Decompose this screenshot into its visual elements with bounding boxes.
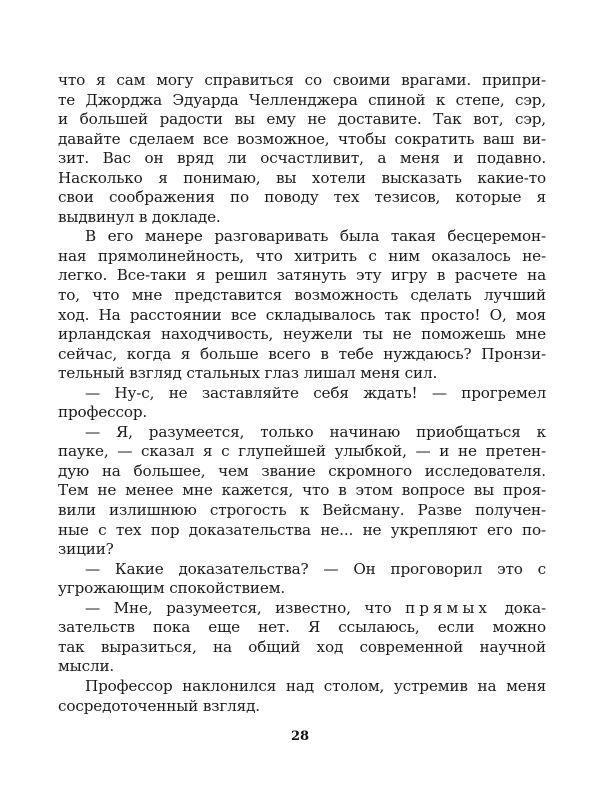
text-line: так выразиться, на общий ход современной научной [58, 637, 546, 656]
emphasized-word: прямых [405, 598, 491, 617]
text-line: ход. На расстоянии все складывалось так просто! О, моя [58, 305, 546, 324]
text-line: ные с тех пор доказательства не... не укрепляют его по- [58, 520, 546, 539]
text-line: Насколько я понимаю, вы хотели высказать какие-то [58, 168, 546, 187]
text-line: тельный взгляд стальных глаз лишал меня сил. [58, 364, 438, 383]
text-line: — Мне, разумеется, известно, что прямых дока- [85, 598, 546, 617]
text-line: свои соображения по поводу тех тезисов, которые я [58, 188, 546, 207]
paragraph [58, 560, 546, 599]
paragraph [58, 227, 546, 383]
text-line: — Какие доказательства? — Он проговорил это с [85, 559, 546, 578]
text-line: профессор. [58, 403, 148, 422]
text-line: вили излишнюю строгость к Вейсману. Разве получен- [58, 501, 546, 520]
text-line: — Я, разумеется, только начинаю приобщаться к [85, 422, 546, 441]
text-line: легко. Все-таки я решил затянуть эту игру в расчете на [58, 266, 546, 285]
text-line: выдвинул в докладе. [58, 207, 221, 226]
text-line: мысли. [58, 657, 115, 676]
text-line: дую на большее, чем звание скромного исследователя. [58, 461, 546, 480]
text-line: давайте сделаем все возможное, чтобы сократить ваш ви- [58, 129, 546, 148]
page-number: 28 [290, 729, 310, 744]
paragraph [58, 599, 546, 677]
text-line: зит. Вас он вряд ли осчастливит, а меня и подавно. [58, 149, 546, 168]
paragraph [58, 384, 546, 423]
body-text [58, 71, 546, 716]
text-line: сосредоточенный взгляд. [58, 696, 260, 715]
text-line: то, что мне представится возможность сделать лучший [58, 286, 546, 305]
paragraph [58, 423, 546, 560]
text-line: сейчас, когда я больше всего в тебе нуждаюсь? Пронзи- [58, 344, 546, 363]
text-line: угрожающим спокойствием. [58, 579, 286, 598]
paragraph [58, 71, 546, 227]
text-line: Профессор наклонился над столом, устремив на меня [85, 676, 546, 695]
text-line: Тем не менее мне кажется, что в этом вопросе вы проя- [58, 481, 546, 500]
paragraph [58, 677, 546, 716]
text-line: те Джорджа Эдуарда Челленджера спиной к степе, сэр, [58, 90, 546, 109]
text-line: — Ну-с, не заставляйте себя ждать! — прогремел [85, 383, 546, 402]
text-line: и большей радости вы ему не доставите. Так вот, сэр, [58, 110, 546, 129]
text-line: ная прямолинейность, что хитрить с ним оказалось не- [58, 246, 546, 265]
text-line: пауке, — сказал я с глупейшей улыбкой, — и не претен- [58, 442, 546, 461]
text-line: В его манере разговаривать была такая бесцеремон- [85, 227, 546, 246]
text-line: что я сам могу справиться со своими врагами. припри- [58, 71, 546, 89]
text-line: зательств пока еще нет. Я ссылаюсь, если можно [58, 618, 546, 637]
text-line: ирландская находчивость, неужели ты не поможешь мне [58, 325, 546, 344]
text-line: зиции? [58, 540, 114, 559]
